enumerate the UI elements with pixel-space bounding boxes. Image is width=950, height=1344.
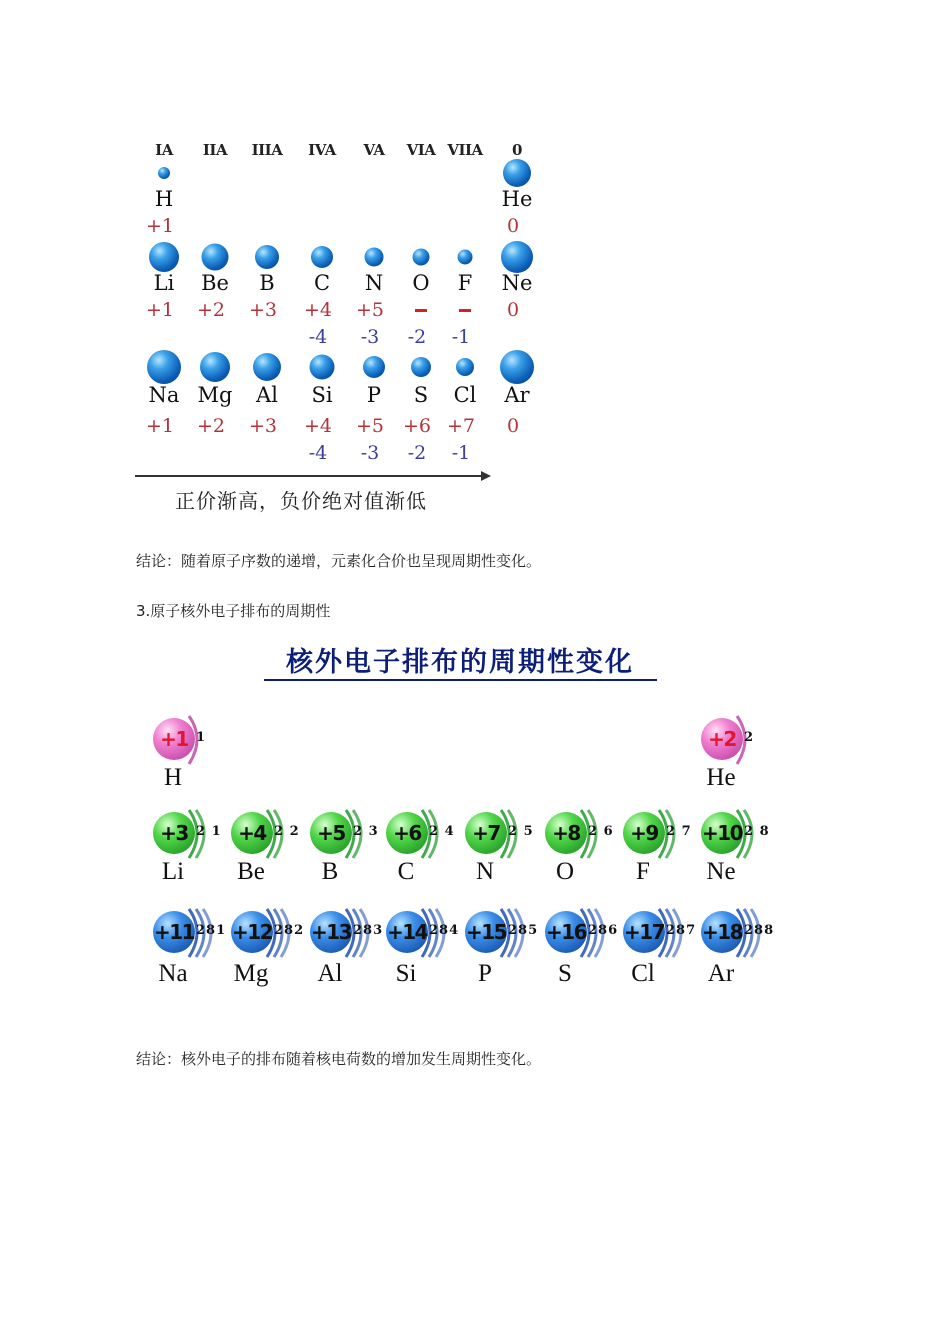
element-symbol: He	[706, 764, 736, 791]
group-label: IA	[155, 141, 173, 159]
element-symbol: Mg	[233, 960, 269, 987]
trend-label: 正价渐高，负价绝对值渐低	[175, 489, 427, 513]
negative-valence: -1	[451, 326, 471, 348]
nuclear-charge: +4	[238, 821, 266, 845]
atom-structure-diagram	[701, 806, 781, 866]
shell-electron-counts: 282	[274, 923, 305, 938]
element-symbol: F	[636, 858, 650, 885]
electron-shell-arcs-icon	[187, 712, 227, 768]
element-symbol: Mg	[197, 383, 233, 407]
element-symbol: Ar	[707, 960, 735, 987]
shell-electron-counts: 284	[429, 923, 460, 938]
atom-radius-sphere	[149, 242, 179, 272]
positive-valence: 0	[506, 299, 520, 321]
shell-electron-counts: 2 7	[666, 824, 692, 839]
atom-structure-diagram	[386, 806, 466, 866]
negative-valence: -2	[407, 442, 427, 464]
atom-radius-sphere	[147, 350, 181, 384]
nuclear-charge: +6	[393, 821, 421, 845]
atom-radius-sphere	[311, 246, 333, 268]
element-symbol: Cl	[631, 960, 655, 987]
atom-structure-diagram	[545, 905, 625, 965]
electron-shell-arcs-icon	[735, 712, 775, 768]
element-symbol: N	[475, 858, 495, 885]
element-symbol: Be	[237, 858, 265, 885]
element-symbol: S	[558, 960, 572, 987]
nuclear-charge: +3	[160, 821, 188, 845]
element-symbol: B	[259, 271, 275, 295]
element-symbol: N	[364, 271, 384, 295]
conclusion-valence: 结论：随着原子序数的递增，元素化合价也呈现周期性变化。	[136, 552, 542, 570]
positive-valence: +4	[303, 299, 333, 321]
shell-electron-counts: 283	[353, 923, 384, 938]
atom-structure-diagram	[701, 905, 781, 965]
no-positive-valence-dash	[459, 309, 471, 312]
positive-valence: +1	[145, 299, 175, 321]
atom-radius-sphere	[413, 249, 430, 266]
positive-valence: 0	[506, 215, 520, 237]
element-symbol: Be	[201, 271, 229, 295]
shell-electron-counts: 286	[588, 923, 619, 938]
atom-radius-sphere	[200, 352, 230, 382]
element-symbol: Na	[158, 960, 188, 987]
element-symbol: Si	[395, 960, 417, 987]
element-symbol: Li	[161, 858, 185, 885]
element-symbol: F	[457, 271, 473, 295]
nuclear-charge: +13	[310, 920, 352, 944]
positive-valence: +5	[355, 415, 385, 437]
element-symbol: P	[478, 960, 492, 987]
group-label: VIA	[406, 141, 436, 159]
nuclear-charge: +18	[701, 920, 743, 944]
negative-valence: -3	[360, 326, 380, 348]
element-symbol: Si	[311, 383, 333, 407]
positive-valence: +5	[355, 299, 385, 321]
figure-title: 核外电子排布的周期性变化	[286, 647, 634, 678]
section-heading-electron-configuration: 3.原子核外电子排布的周期性	[136, 602, 331, 620]
atom-structure-diagram	[153, 905, 233, 965]
element-symbol: Na	[148, 383, 180, 407]
element-symbol: S	[413, 383, 429, 407]
atom-structure-diagram	[153, 806, 233, 866]
positive-valence: +1	[145, 215, 175, 237]
nuclear-charge: +9	[630, 821, 658, 845]
conclusion-electron-configuration: 结论：核外电子的排布随着核电荷数的增加发生周期性变化。	[136, 1050, 542, 1068]
atom-structure-diagram	[153, 712, 233, 772]
group-label: VA	[363, 141, 385, 159]
atom-structure-diagram	[545, 806, 625, 866]
positive-valence: +6	[402, 415, 432, 437]
title-underline	[264, 679, 657, 681]
atom-radius-sphere	[255, 245, 279, 269]
element-symbol: Ar	[504, 383, 530, 407]
atom-radius-sphere	[158, 167, 170, 179]
atom-structure-diagram	[231, 905, 311, 965]
atom-radius-sphere	[501, 241, 533, 273]
atom-structure-diagram	[465, 905, 545, 965]
shell-electron-counts: 285	[508, 923, 539, 938]
element-symbol: Al	[256, 383, 278, 407]
element-symbol: P	[366, 383, 382, 407]
nuclear-charge: +7	[472, 821, 500, 845]
valence-figure	[130, 135, 533, 525]
shell-electron-counts: 2 6	[588, 824, 614, 839]
shell-electron-counts: 2 3	[353, 824, 379, 839]
atom-radius-sphere	[503, 159, 531, 187]
nuclear-charge: +10	[701, 821, 743, 845]
no-positive-valence-dash	[415, 309, 427, 312]
atom-radius-sphere	[202, 244, 229, 271]
element-symbol: B	[321, 858, 339, 885]
element-symbol: C	[313, 271, 331, 295]
negative-valence: -1	[451, 442, 471, 464]
group-label: VIIA	[447, 141, 483, 159]
atom-structure-diagram	[310, 806, 390, 866]
element-symbol: Al	[317, 960, 343, 987]
trend-arrow-line	[135, 475, 483, 477]
shell-electron-counts: 281	[196, 923, 227, 938]
element-symbol: O	[555, 858, 575, 885]
element-symbol: Ne	[501, 271, 533, 295]
positive-valence: +3	[248, 415, 278, 437]
nuclear-charge: +2	[708, 727, 736, 751]
atom-structure-diagram	[623, 806, 703, 866]
atom-structure-diagram	[386, 905, 466, 965]
positive-valence: +7	[446, 415, 476, 437]
shell-electron-counts: 2	[744, 730, 755, 745]
atom-structure-diagram	[465, 806, 545, 866]
atom-radius-sphere	[310, 355, 335, 380]
shell-electron-counts: 2 5	[508, 824, 534, 839]
nuclear-charge: +8	[552, 821, 580, 845]
atom-radius-sphere	[365, 248, 384, 267]
element-symbol: H	[163, 764, 183, 791]
positive-valence: +4	[303, 415, 333, 437]
trend-arrow-head-icon	[481, 471, 491, 481]
atom-structure-diagram	[701, 712, 781, 772]
nuclear-charge: +16	[545, 920, 587, 944]
atom-radius-sphere	[363, 356, 385, 378]
group-label: IVA	[308, 141, 336, 159]
negative-valence: -4	[308, 442, 328, 464]
group-label: IIIA	[251, 141, 283, 159]
element-symbol: C	[397, 858, 415, 885]
atom-radius-sphere	[500, 350, 534, 384]
element-symbol: Li	[153, 271, 175, 295]
element-symbol: H	[154, 187, 174, 211]
negative-valence: -2	[407, 326, 427, 348]
nuclear-charge: +11	[153, 920, 195, 944]
nuclear-charge: +5	[317, 821, 345, 845]
nuclear-charge: +15	[465, 920, 507, 944]
shell-electron-counts: 2 8	[744, 824, 770, 839]
nuclear-charge: +12	[231, 920, 273, 944]
atom-structure-diagram	[623, 905, 703, 965]
atom-radius-sphere	[253, 353, 281, 381]
atom-radius-sphere	[458, 250, 473, 265]
positive-valence: +3	[248, 299, 278, 321]
nuclear-charge: +17	[623, 920, 665, 944]
atom-structure-diagram	[310, 905, 390, 965]
nuclear-charge: +1	[160, 727, 188, 751]
positive-valence: +2	[196, 415, 226, 437]
shell-electron-counts: 2 2	[274, 824, 300, 839]
shell-electron-counts: 2 4	[429, 824, 455, 839]
element-symbol: Ne	[706, 858, 736, 885]
shell-electron-counts: 288	[744, 923, 775, 938]
element-symbol: He	[501, 187, 533, 211]
positive-valence: +1	[145, 415, 175, 437]
positive-valence: +2	[196, 299, 226, 321]
element-symbol: O	[412, 271, 430, 295]
atom-structure-diagram	[231, 806, 311, 866]
negative-valence: -4	[308, 326, 328, 348]
nuclear-charge: +14	[386, 920, 428, 944]
positive-valence: 0	[506, 415, 520, 437]
atom-radius-sphere	[411, 357, 431, 377]
shell-electron-counts: 2 1	[196, 824, 222, 839]
negative-valence: -3	[360, 442, 380, 464]
atom-radius-sphere	[456, 358, 474, 376]
group-label: IIA	[202, 141, 228, 159]
shell-electron-counts: 1	[196, 730, 207, 745]
shell-electron-counts: 287	[666, 923, 697, 938]
group-label: 0	[512, 141, 522, 159]
element-symbol: Cl	[453, 383, 477, 407]
